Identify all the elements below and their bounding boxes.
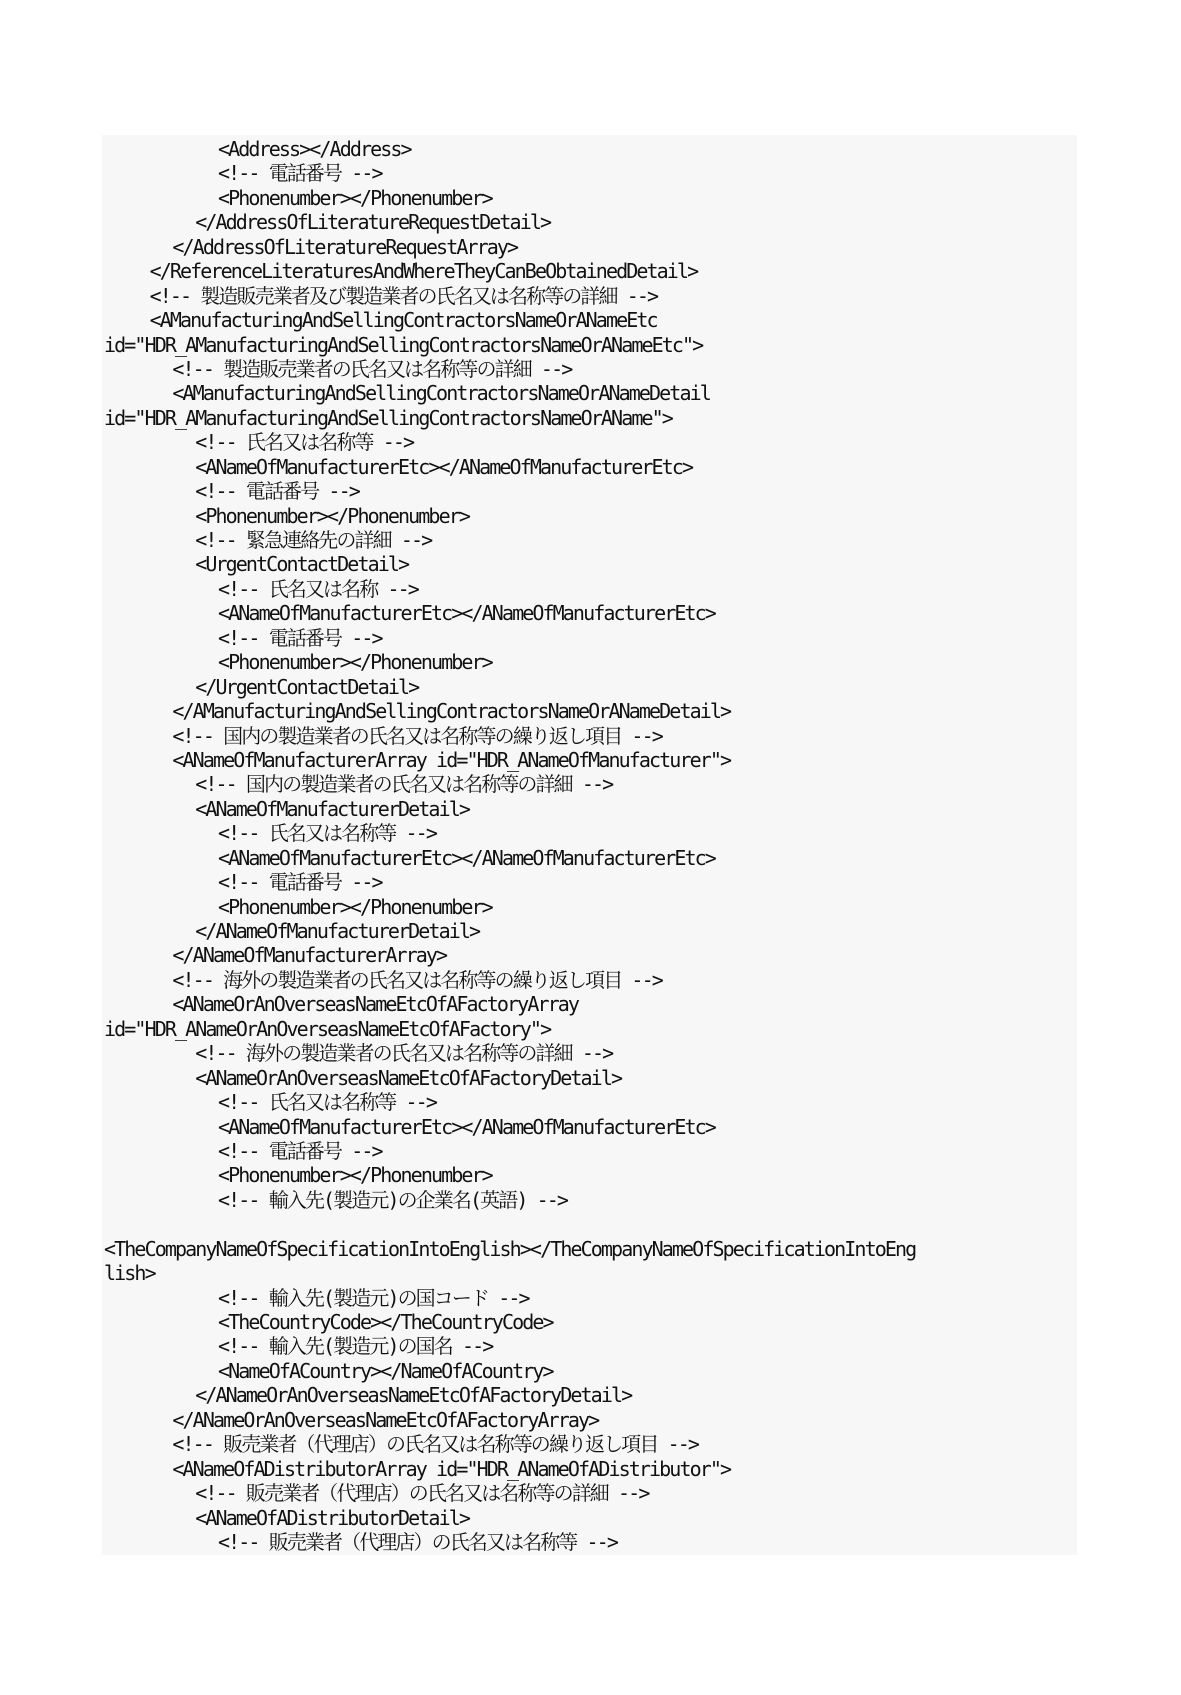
- code-line: <ANameOfManufacturerEtc></ANameOfManufacturerEtc>: [218, 1114, 715, 1139]
- xml-code-listing: [104, 137, 1084, 1554]
- code-line: <ANameOfADistributorDetail>: [195, 1505, 469, 1530]
- code-line: <!-- 海外の製造業者の氏名又は名称等の繰り返し項目 -->: [172, 967, 662, 992]
- code-line: <Phonenumber></Phonenumber>: [218, 1163, 492, 1188]
- code-line: <AManufacturingAndSellingContractorsNameOrANameDetail: [172, 381, 710, 406]
- code-line: <TheCountryCode></TheCountryCode>: [218, 1310, 553, 1334]
- code-line: <Phonenumber></Phonenumber>: [218, 185, 492, 210]
- code-line: <!-- 緊急連絡先の詳細 -->: [195, 528, 432, 552]
- code-line: <!-- 氏名又は名称等 -->: [218, 821, 436, 846]
- code-line: </ReferenceLiteraturesAndWhereTheyCanBeObtainedDetail>: [149, 259, 698, 284]
- code-line: <ANameOrAnOverseasNameEtcOfAFactoryArray: [172, 992, 579, 1017]
- code-line: lish>: [104, 1261, 155, 1286]
- code-line: <!-- 販売業者（代理店）の氏名又は名称等の詳細 -->: [195, 1481, 649, 1506]
- code-line: <ANameOfManufacturerArray id="HDR_ANameOfManufacturer">: [172, 747, 731, 772]
- code-line: <!-- 国内の製造業者の氏名又は名称等の繰り返し項目 -->: [172, 723, 662, 748]
- code-line: <Phonenumber></Phonenumber>: [218, 894, 492, 919]
- code-line: <!-- 電話番号 -->: [218, 625, 382, 650]
- code-line: <!-- 製造販売業者及び製造業者の氏名又は名称等の詳細 -->: [149, 283, 658, 308]
- code-line: <ANameOfManufacturerEtc></ANameOfManufacturerEtc>: [195, 454, 693, 479]
- code-line: <!-- 製造販売業者の氏名又は名称等の詳細 -->: [172, 356, 572, 381]
- code-line: id="HDR_AManufacturingAndSellingContractorsNameOrAName">: [104, 405, 672, 430]
- code-line: <!-- 電話番号 -->: [218, 161, 382, 186]
- code-line: <!-- 電話番号 -->: [218, 870, 382, 895]
- code-line: <Phonenumber></Phonenumber>: [218, 650, 492, 675]
- code-line: [104, 1212, 1084, 1236]
- code-line: <!-- 販売業者（代理店）の氏名又は名称等 -->: [218, 1529, 617, 1554]
- code-line: <!-- 国内の製造業者の氏名又は名称等の詳細 -->: [195, 772, 613, 797]
- code-line: </ANameOrAnOverseasNameEtcOfAFactoryArray>: [172, 1407, 599, 1432]
- code-line: <ANameOfADistributorArray id="HDR_ANameOfADistributor">: [172, 1456, 731, 1481]
- code-line: <!-- 電話番号 -->: [218, 1138, 382, 1163]
- code-line: <!-- 氏名又は名称等 -->: [195, 430, 414, 455]
- code-line: id="HDR_ANameOrAnOverseasNameEtcOfAFactory">: [104, 1016, 551, 1041]
- code-line: </AManufacturingAndSellingContractorsNameOrANameDetail>: [172, 699, 731, 724]
- code-line: </ANameOrAnOverseasNameEtcOfAFactoryDetail>: [195, 1383, 632, 1408]
- code-line: <!-- 販売業者（代理店）の氏名又は名称等の繰り返し項目 -->: [172, 1432, 699, 1457]
- code-line: <TheCompanyNameOfSpecificationIntoEnglish></TheCompanyNameOfSpecificationIntoEng: [104, 1236, 916, 1261]
- code-line: <!-- 氏名又は名称 -->: [218, 576, 418, 601]
- code-line: <!-- 輸入先(製造元)の国名 -->: [218, 1334, 493, 1359]
- code-line: <ANameOfManufacturerDetail>: [195, 796, 469, 821]
- code-line: </ANameOfManufacturerDetail>: [195, 919, 480, 943]
- code-line: id="HDR_AManufacturingAndSellingContractorsNameOrANameEtc">: [104, 332, 703, 357]
- code-line: <ANameOfManufacturerEtc></ANameOfManufacturerEtc>: [218, 845, 715, 870]
- code-line: </UrgentContactDetail>: [195, 674, 419, 699]
- code-line: <UrgentContactDetail>: [195, 552, 409, 577]
- code-line: <!-- 氏名又は名称等 -->: [218, 1090, 436, 1115]
- code-line: <NameOfACountry></NameOfACountry>: [218, 1358, 553, 1383]
- code-line: <Phonenumber></Phonenumber>: [195, 503, 469, 528]
- code-line: <!-- 海外の製造業者の氏名又は名称等の詳細 -->: [195, 1041, 613, 1066]
- code-line: <Address></Address>: [218, 137, 411, 161]
- code-line: <AManufacturingAndSellingContractorsNameOrANameEtc: [149, 308, 657, 333]
- code-line: </ANameOfManufacturerArray>: [172, 943, 447, 968]
- code-line: <ANameOrAnOverseasNameEtcOfAFactoryDetail>: [195, 1065, 622, 1090]
- code-line: <ANameOfManufacturerEtc></ANameOfManufacturerEtc>: [218, 601, 715, 626]
- code-line: <!-- 輸入先(製造元)の国コード -->: [218, 1285, 529, 1310]
- code-line: <!-- 輸入先(製造元)の企業名(英語) -->: [218, 1187, 568, 1212]
- code-line: <!-- 電話番号 -->: [195, 479, 359, 504]
- code-line: </AddressOfLiteratureRequestArray>: [172, 234, 518, 259]
- code-line: </AddressOfLiteratureRequestDetail>: [195, 210, 551, 235]
